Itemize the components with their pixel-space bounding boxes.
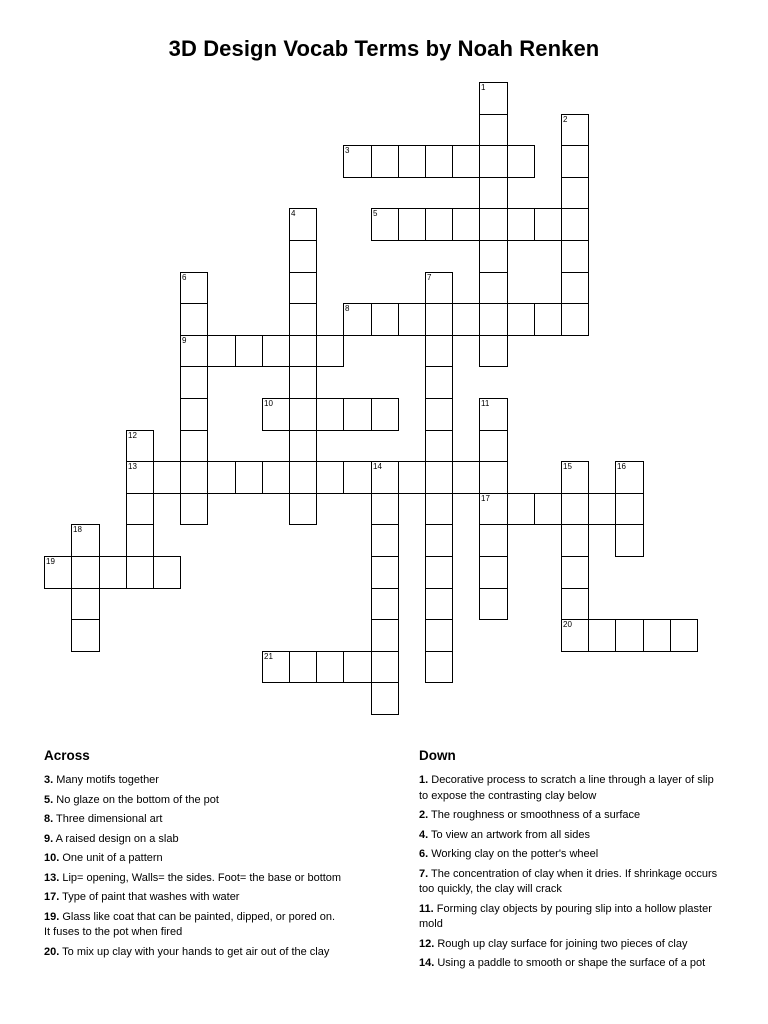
crossword-cell[interactable] [343,398,372,431]
across-clue [44,890,344,906]
crossword-cell[interactable] [479,82,508,115]
crossword-cell[interactable] [425,398,453,431]
crossword-cell[interactable] [561,272,589,304]
crossword-cell[interactable] [452,145,480,178]
crossword-cell[interactable] [479,430,508,462]
down-clue [419,937,724,953]
clue-text: Three dimensional art [56,813,163,825]
crossword-cell[interactable] [561,177,589,209]
crossword-cell[interactable] [180,461,208,494]
crossword-cell[interactable] [180,272,208,304]
crossword-cell[interactable] [371,588,399,620]
crossword-cell[interactable] [425,651,453,683]
crossword-cell[interactable] [371,556,399,589]
crossword-cell[interactable] [316,461,344,494]
clue-text: Decorative process to scratch a line through a layer of slip to expose the contrasting clay below [419,774,714,802]
crossword-cell[interactable] [479,303,508,336]
crossword-cell[interactable] [561,524,589,557]
crossword-cell[interactable] [289,272,317,304]
crossword-cell[interactable] [425,272,453,304]
crossword-cell[interactable] [289,493,317,525]
crossword-cell[interactable] [207,461,236,494]
crossword-cell[interactable] [180,398,208,431]
clue-text: Many motifs together [56,774,159,786]
crossword-cell[interactable] [425,619,453,652]
crossword-cell[interactable] [235,335,263,367]
crossword-cell[interactable] [561,303,589,336]
crossword-cell[interactable] [126,430,154,462]
crossword-cell[interactable] [398,145,426,178]
clue-number: 7 [427,273,432,282]
crossword-cell[interactable] [71,524,100,557]
clue-text: No glaze on the bottom of the pot [56,793,219,806]
clue-number: 1 [481,83,486,92]
clue-number: 20 [563,620,572,629]
crossword-cell[interactable] [425,461,453,494]
crossword-cell[interactable] [44,556,72,589]
clue-number: 13 [128,462,137,471]
crossword-cell[interactable] [289,651,317,683]
across-clues [44,748,344,964]
clue-number: 8 [345,304,350,313]
clue-num: 20. [44,945,60,958]
crossword-cell[interactable] [180,430,208,462]
clue-num: 10. [44,852,60,864]
crossword-cell[interactable] [425,208,453,241]
crossword-cell[interactable] [71,588,100,620]
clue-text: Type of paint that washes with water [62,891,240,903]
crossword-cell[interactable] [479,240,508,273]
crossword-cell[interactable] [479,272,508,304]
crossword-cell[interactable] [588,619,616,652]
crossword-cell[interactable] [180,335,208,367]
clue-text: Rough up clay surface for joining two pieces of clay [437,937,688,950]
crossword-cell[interactable] [371,493,399,525]
crossword-cell[interactable] [561,208,589,241]
crossword-cell[interactable] [262,461,290,494]
clue-num: 8. [44,813,54,825]
clue-num: 9. [44,832,54,845]
crossword-cell[interactable] [180,493,208,525]
clue-number: 18 [73,525,82,534]
crossword-cell[interactable] [289,366,317,399]
crossword-cell[interactable] [479,588,508,620]
crossword-cell[interactable] [534,208,562,241]
crossword-cell[interactable] [289,461,317,494]
crossword-cell[interactable] [371,682,399,715]
crossword-cell[interactable] [588,493,616,525]
crossword-cell[interactable] [561,556,589,589]
down-heading: Down [419,748,456,763]
crossword-cell[interactable] [289,430,317,462]
crossword-cell[interactable] [180,366,208,399]
crossword-cell[interactable] [316,335,344,367]
crossword-cell[interactable] [425,335,453,367]
crossword-cell[interactable] [343,145,372,178]
crossword-cell[interactable] [643,619,671,652]
crossword-cell[interactable] [289,240,317,273]
across-clue [44,871,344,887]
crossword-cell[interactable] [343,303,372,336]
crossword-cell[interactable] [398,303,426,336]
clue-number: 11 [481,399,490,408]
crossword-cell[interactable] [479,208,508,241]
clue-num: 12. [419,937,435,950]
crossword-cell[interactable] [207,335,236,367]
across-clue [44,773,344,789]
down-clue [419,828,724,844]
crossword-cell[interactable] [507,493,535,525]
crossword-cell[interactable] [371,461,399,494]
crossword-cell[interactable] [425,303,453,336]
clue-text: The concentration of clay when it dries. If shrinkage occurs too quickly, the clay will crack [419,867,718,895]
across-clue [44,910,344,941]
crossword-cell[interactable] [398,208,426,241]
crossword-cell[interactable] [425,366,453,399]
clue-number: 10 [264,399,273,408]
clue-text: Using a paddle to smooth or shape the surface of a pot [437,957,706,969]
crossword-cell[interactable] [479,114,508,146]
crossword-cell[interactable] [289,398,317,431]
crossword-cell[interactable] [425,145,453,178]
crossword-cell[interactable] [289,335,317,367]
crossword-cell[interactable] [507,208,535,241]
clue-num: 7. [419,867,429,880]
clue-number: 4 [291,209,296,218]
down-clue [419,847,724,863]
crossword-cell[interactable] [561,145,589,178]
crossword-cell[interactable] [479,145,508,178]
crossword-cell[interactable] [71,619,100,652]
crossword-cell[interactable] [561,114,589,146]
crossword-cell[interactable] [561,240,589,273]
crossword-cell[interactable] [262,335,290,367]
crossword-cell[interactable] [126,461,154,494]
crossword-cell[interactable] [71,556,100,589]
crossword-cell[interactable] [180,303,208,336]
clue-text: The roughness or smoothness of a surface [431,809,641,821]
clue-num: 5. [44,793,54,806]
crossword-cell[interactable] [425,556,453,589]
clue-text: Lip= opening, Walls= the sides. Foot= the base or bottom [62,871,342,884]
clue-num: 6. [419,848,429,860]
crossword-cell[interactable] [615,524,644,557]
crossword-cell[interactable] [615,619,644,652]
crossword-cell[interactable] [561,588,589,620]
crossword-cell[interactable] [262,398,290,431]
clue-number: 15 [563,462,572,471]
clue-num: 1. [419,774,429,786]
crossword-cell[interactable] [425,493,453,525]
page-title: 3D Design Vocab Terms by Noah Renken [168,36,600,61]
crossword-cell[interactable] [479,493,508,525]
down-clue [419,956,724,972]
clue-text: To view an artwork from all sides [431,828,590,841]
crossword-cell[interactable] [425,524,453,557]
crossword-cell[interactable] [371,208,399,241]
crossword-cell[interactable] [153,461,181,494]
crossword-cell[interactable] [479,461,508,494]
crossword-cell[interactable] [452,208,480,241]
clue-number: 12 [128,431,137,440]
crossword-cell[interactable] [534,493,562,525]
across-clue [44,832,344,848]
across-clue [44,945,344,961]
clue-number: 9 [182,336,187,345]
crossword-cell[interactable] [126,493,154,525]
clue-number: 17 [481,494,490,503]
crossword-cell[interactable] [561,619,589,652]
crossword-cell[interactable] [371,619,399,652]
crossword-cell[interactable] [425,588,453,620]
crossword-cell[interactable] [99,556,127,589]
clue-text: Forming clay objects by pouring slip into a hollow plaster mold [419,902,712,930]
crossword-cell[interactable] [534,303,562,336]
crossword-cell[interactable] [316,651,344,683]
clue-text: Glass like coat that can be painted, dipped, or pored on. It fuses to the pot when fired [44,910,336,938]
across-clue-list [44,773,344,960]
across-clue [44,793,344,809]
crossword-cell[interactable] [507,145,535,178]
across-clue [44,812,344,828]
crossword-cell[interactable] [235,461,263,494]
down-clue [419,902,724,933]
crossword-cell[interactable] [371,398,399,431]
crossword-cell[interactable] [452,303,480,336]
across-clue [44,851,344,867]
crossword-cell[interactable] [561,461,589,494]
clue-number: 2 [563,115,568,124]
clue-text: Working clay on the potter's wheel [431,848,599,860]
clue-num: 11. [419,902,434,915]
down-clues [419,748,724,976]
crossword-cell[interactable] [343,461,372,494]
crossword-cell[interactable] [479,556,508,589]
crossword-cell[interactable] [126,524,154,557]
clue-num: 19. [44,910,60,923]
clue-number: 21 [264,652,273,661]
crossword-cell[interactable] [289,303,317,336]
clue-num: 14. [419,957,435,969]
clue-num: 13. [44,871,60,884]
crossword-cell[interactable] [479,524,508,557]
crossword-cell[interactable] [507,303,535,336]
down-clue [419,867,724,898]
down-clue-list [419,773,724,972]
clue-num: 2. [419,809,429,821]
crossword-cell[interactable] [371,145,399,178]
crossword-cell[interactable] [615,493,644,525]
crossword-cell[interactable] [126,556,154,589]
down-clue [419,773,724,804]
crossword-cell[interactable] [452,461,480,494]
crossword-cell[interactable] [479,177,508,209]
crossword-cell[interactable] [670,619,698,652]
clue-number: 19 [46,557,55,566]
crossword-cell[interactable] [153,556,181,589]
clue-text: One unit of a pattern [62,852,163,864]
clue-number: 14 [373,462,382,471]
crossword-cell[interactable] [479,398,508,431]
crossword-cell[interactable] [615,461,644,494]
clue-number: 5 [373,209,378,218]
clue-number: 3 [345,146,350,155]
crossword-cell[interactable] [371,303,399,336]
clue-num: 4. [419,828,429,841]
clue-number: 16 [617,462,626,471]
clue-num: 17. [44,891,60,903]
clue-number: 6 [182,273,187,282]
across-heading: Across [44,748,90,763]
clue-text: A raised design on a slab [55,832,179,845]
clue-text: To mix up clay with your hands to get air out of the clay [62,945,330,958]
crossword-cell[interactable] [371,651,399,683]
crossword-cell[interactable] [289,208,317,241]
crossword-cell[interactable] [425,430,453,462]
crossword-cell[interactable] [371,524,399,557]
clue-num: 3. [44,774,54,786]
crossword-cell[interactable] [479,335,508,367]
down-clue [419,808,724,824]
crossword-cell[interactable] [398,461,426,494]
crossword-cell[interactable] [262,651,290,683]
crossword-cell[interactable] [561,493,589,525]
crossword-cell[interactable] [316,398,344,431]
crossword-cell[interactable] [343,651,372,683]
